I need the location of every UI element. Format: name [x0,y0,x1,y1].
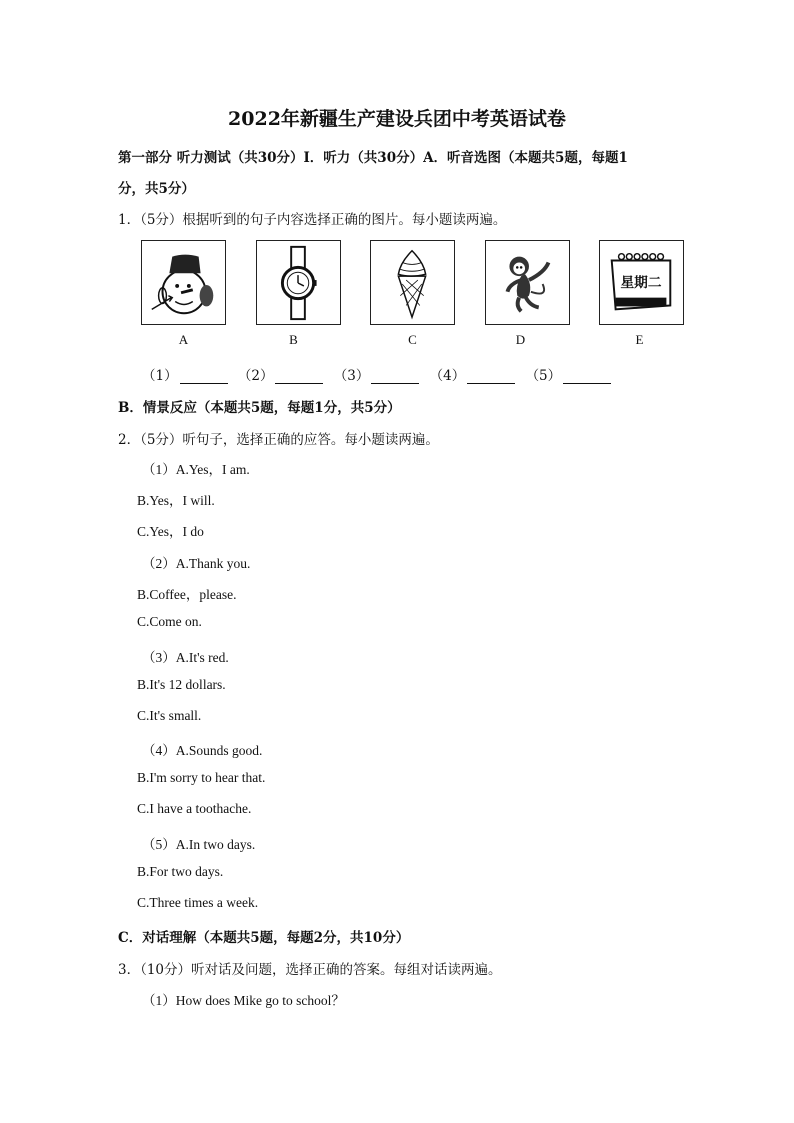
option-line: B.Coffee，please. [137,587,237,602]
option-line: C.I have a toothache. [137,801,252,816]
option-line: （1）A.Yes，I am. [142,462,250,477]
section-b-header: B．情景反应（本题共5题，每题1分，共5分） [118,400,401,416]
ice-cream-icon [371,241,454,324]
blank-line[interactable] [371,369,419,384]
picture-b [256,240,341,325]
option-line: B.It's 12 dollars. [137,677,226,692]
option-line: C.It's small. [137,708,202,723]
blank-label: （2） [237,368,274,384]
svg-text:星期二: 星期二 [620,274,662,291]
picture-label-c: C [408,332,417,347]
picture-c [370,240,455,325]
option-line: B.For two days. [137,864,224,879]
picture-label-a: A [178,332,189,347]
question-3-text: 3．（10分）听对话及问题，选择正确的答案。每组对话读两遍。 [118,962,502,978]
blank-label: （4） [429,368,466,384]
blank-label: （3） [333,368,370,384]
picture-d [485,240,570,325]
option-line: B.I'm sorry to hear that. [137,770,266,785]
blank-line[interactable] [467,369,515,384]
calendar-icon [600,241,683,324]
section-c-header: C．对话理解（本题共5题，每题2分，共10分） [118,930,410,946]
option-line: C.Come on. [137,614,202,629]
question-1-text: 1．（5分）根据听到的句子内容选择正确的图片。每小题读两遍。 [118,212,507,228]
blank-line[interactable] [180,369,228,384]
blank-label: （5） [525,368,562,384]
option-line: （4）A.Sounds good. [142,743,263,758]
option-line: （3）A.It's red. [142,650,229,665]
option-line: B.Yes，I will. [137,493,215,508]
blank-label: （1） [142,368,178,384]
picture-label-e: E [635,332,644,347]
question-2-text: 2．（5分）听句子，选择正确的应答。每小题读两遍。 [118,432,439,448]
monkey-icon [486,241,569,324]
option-line: （5）A.In two days. [142,837,256,852]
picture-label-b: B [289,332,298,347]
watch-icon [257,241,340,324]
blank-line[interactable] [563,369,611,384]
picture-a [141,240,226,325]
option-line: （1）How does Mike go to school？ [142,993,345,1008]
option-line: C.Yes，I do [137,524,204,539]
answer-blanks [142,364,617,384]
part1-header: 第一部分 听力测试（共30分）Ⅰ．听力（共30分）A．听音选图（本题共5题，每题1 [118,150,628,166]
picture-label-d: D [515,332,526,347]
part1-header-cont: 分，共5分） [118,181,195,197]
option-line: （2）A.Thank you. [142,556,251,571]
snowman-icon [142,241,225,324]
blank-line[interactable] [275,369,323,384]
picture-e [599,240,684,325]
page-title: 2022年新疆生产建设兵团中考英语试卷 [228,108,566,130]
option-line: C.Three times a week. [137,895,259,910]
